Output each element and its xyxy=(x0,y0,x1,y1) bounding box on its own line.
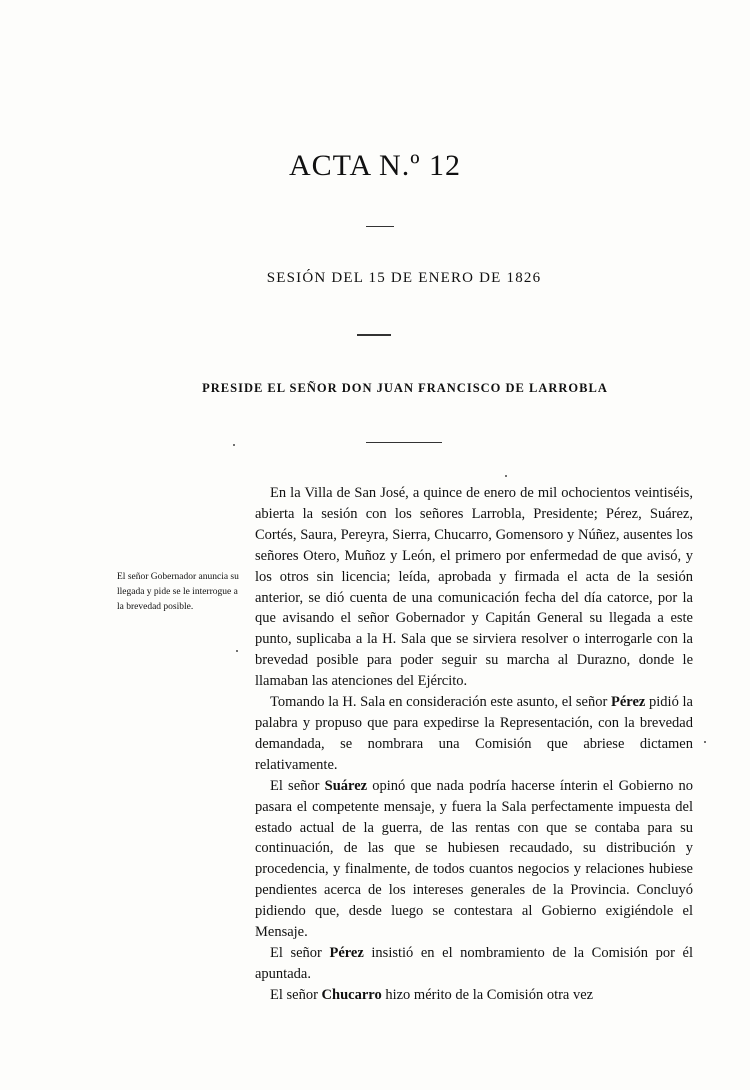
print-speck xyxy=(505,475,507,477)
paragraph-text: El señor xyxy=(270,777,325,794)
print-speck xyxy=(233,444,235,446)
paragraph-text: hizo mérito de la Comisión otra vez xyxy=(381,986,594,1003)
paragraph-text: El señor xyxy=(270,986,322,1003)
speaker-name: Pérez xyxy=(329,944,364,961)
paragraph-text: En la Villa de San José, a quince de enero de mil ochocientos veintiséis, abierta la sesión con los señores Larrobla, Presidente; Pérez, Suárez, Cortés, Saura, Pereyra, Sierra, Chucarro, Gomensoro y Núñez, ausentes los señores Otero, Muñoz y León, el primero por enfermedad de que avisó, y los otros sin licencia; leída, aprobada y firmada el acta de la sesión anterior, se dió cuenta de una comunicación fecha del día catorce, por la que avisando el señor Gobernador y Capitán General su llegada a este punto, suplicaba a la H. Sala que se sirviera resolver o interrogarle con la brevedad posible para poder seguir su marcha al Durazno, donde le llamaban las atenciones del Ejército. xyxy=(255,485,693,690)
paragraph-text: El señor xyxy=(270,944,330,961)
paragraph-text: insistió en el nombramiento de la Comisión por él apuntada. xyxy=(255,944,693,982)
paragraph xyxy=(255,943,693,985)
print-speck xyxy=(704,741,706,743)
speaker-name: Pérez xyxy=(611,694,646,711)
paragraph-text: opinó que nada podría hacerse ínterin el Gobierno no pasara el competente mensaje, y fuera la Sala perfectamente impuesta del estado actual de la guerra, de las rentas con que se contaba para su continuación, de las que se hubiesen recaudado, su distribución y procedencia, y finalmente, de todos cuantos negocios y relaciones hubiese pendientes acerca de los intereses generales de la Provincia. Concluyó pidiendo que, desde luego se contestara al Gobierno exigiéndole el Mensaje. xyxy=(255,777,693,941)
session-heading: SESIÓN DEL 15 DE ENERO DE 1826 xyxy=(266,270,542,286)
margin-note: El señor Gobernador anuncia su llegada y pide se le interrogue a la brevedad posible. xyxy=(117,572,239,612)
paragraph xyxy=(255,483,693,692)
paragraph xyxy=(255,776,693,943)
paragraph xyxy=(255,985,693,1006)
speaker-name: Suárez xyxy=(324,777,368,794)
paragraph-text: Tomando la H. Sala en consideración este asunto, el señor xyxy=(270,694,611,711)
paragraph-text: pidió la palabra y propuso que para expedirse la Representación, con la brevedad demandada, se nombrara una Comisión que abriese dictamen relativamente. xyxy=(255,694,693,773)
paragraph xyxy=(255,692,693,776)
minutes-body xyxy=(255,483,693,1006)
print-speck xyxy=(236,650,238,652)
speaker-name: Chucarro xyxy=(321,986,382,1003)
session-divider xyxy=(357,334,391,336)
presiding-officer-heading: PRESIDE EL SEÑOR DON JUAN FRANCISCO DE LARROBLA xyxy=(202,381,608,395)
act-title: ACTA N.º 12 xyxy=(288,149,462,182)
title-divider xyxy=(366,226,394,227)
preside-divider xyxy=(366,442,442,443)
